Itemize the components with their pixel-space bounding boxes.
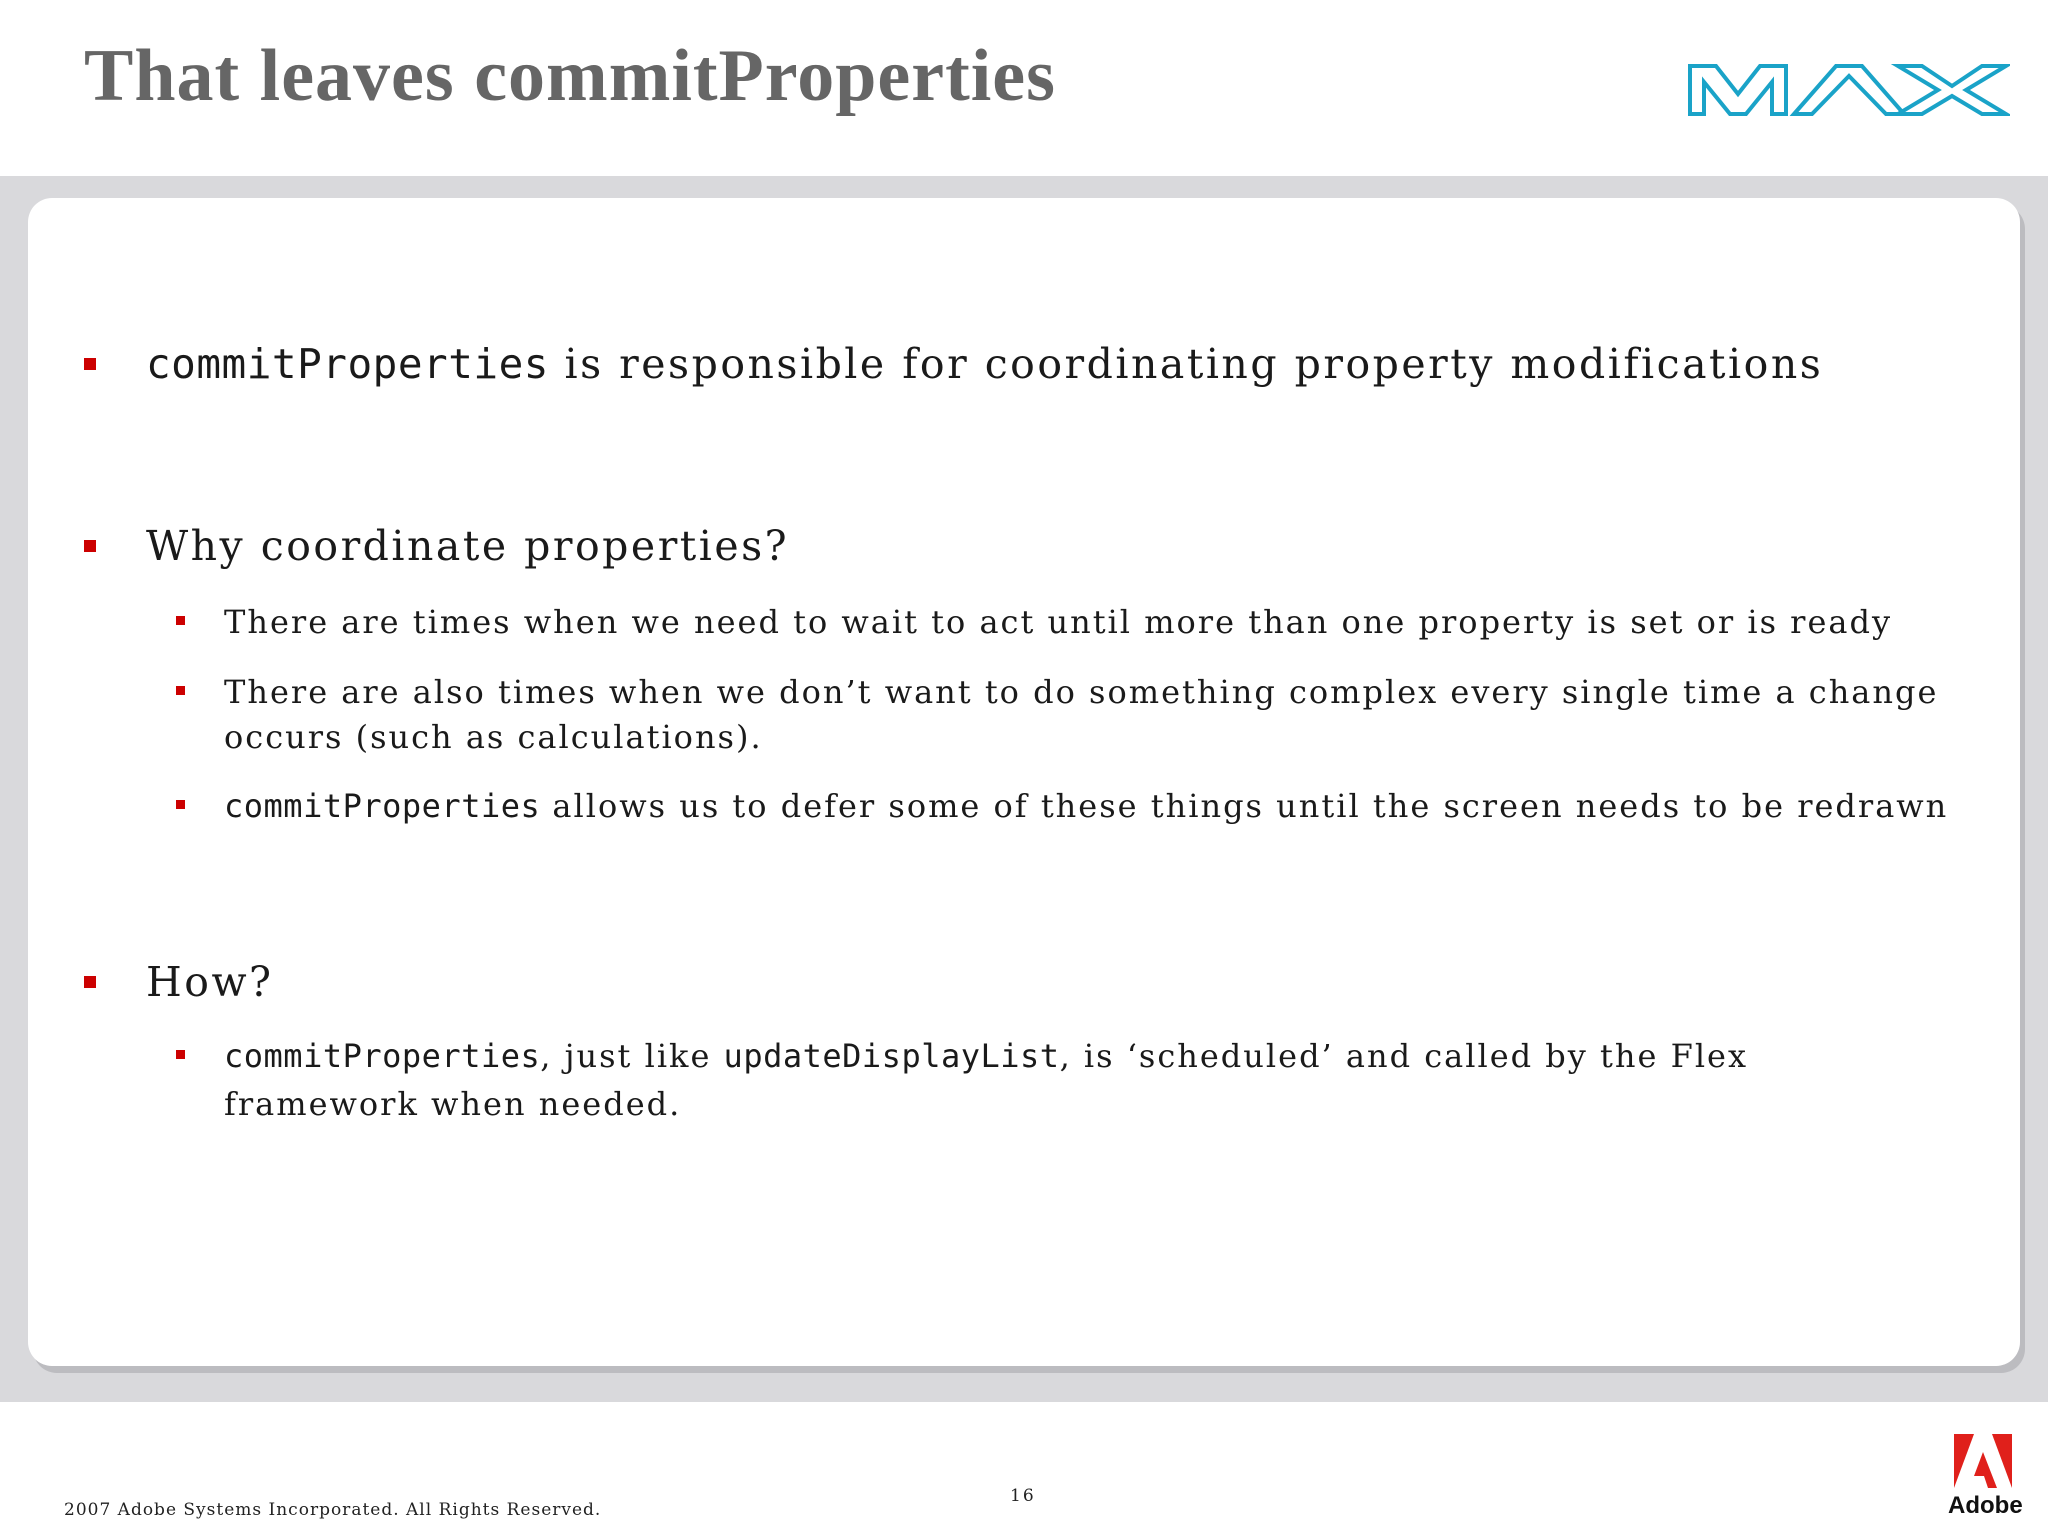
bullet-marker bbox=[84, 358, 96, 370]
sub-bullet-2-2-line2: occurs (such as calculations). bbox=[224, 718, 763, 756]
bullet-1-text: is responsible for coordinating property modifications bbox=[548, 340, 1824, 388]
copyright-text: 2007 Adobe Systems Incorporated. All Rights Reserved. bbox=[64, 1500, 602, 1520]
bullet-3-text: How? bbox=[146, 958, 274, 1006]
sub-bullet-2-2-line1: There are also times when we don’t want to do something complex every single time a change bbox=[224, 673, 1939, 711]
code-commitproperties: commitProperties bbox=[224, 787, 541, 825]
bullet-2-text: Why coordinate properties? bbox=[146, 522, 790, 570]
bullet-marker bbox=[84, 976, 96, 988]
slide-title: That leaves commitProperties bbox=[84, 35, 1056, 117]
code-commitproperties: commitProperties bbox=[146, 340, 549, 388]
sub-bullet-marker bbox=[176, 686, 185, 695]
page-number: 16 bbox=[1010, 1486, 1036, 1506]
max-logo bbox=[1686, 60, 2010, 118]
code-updatedisplaylist: updateDisplayList bbox=[723, 1037, 1060, 1075]
sub-bullet-3-1-text-a: , just like bbox=[540, 1037, 724, 1075]
sub-bullet-marker bbox=[176, 1050, 185, 1059]
sub-bullet-3-1-text-b: , is ‘scheduled’ and called by the Flex bbox=[1059, 1037, 1749, 1075]
sub-bullet-2-3-text: allows us to defer some of these things until the screen needs to be redrawn bbox=[540, 787, 1949, 825]
sub-bullet-3-1-line2: framework when needed. bbox=[224, 1085, 682, 1123]
code-commitproperties: commitProperties bbox=[224, 1037, 541, 1075]
sub-bullet-marker bbox=[176, 800, 185, 809]
adobe-wordmark: Adobe bbox=[1948, 1492, 2023, 1519]
bullet-marker bbox=[84, 540, 96, 552]
sub-bullet-2-1-text: There are times when we need to wait to act until more than one property is set or is ready bbox=[224, 603, 1893, 641]
slide-header bbox=[0, 0, 2048, 176]
sub-bullet-marker bbox=[176, 616, 185, 625]
